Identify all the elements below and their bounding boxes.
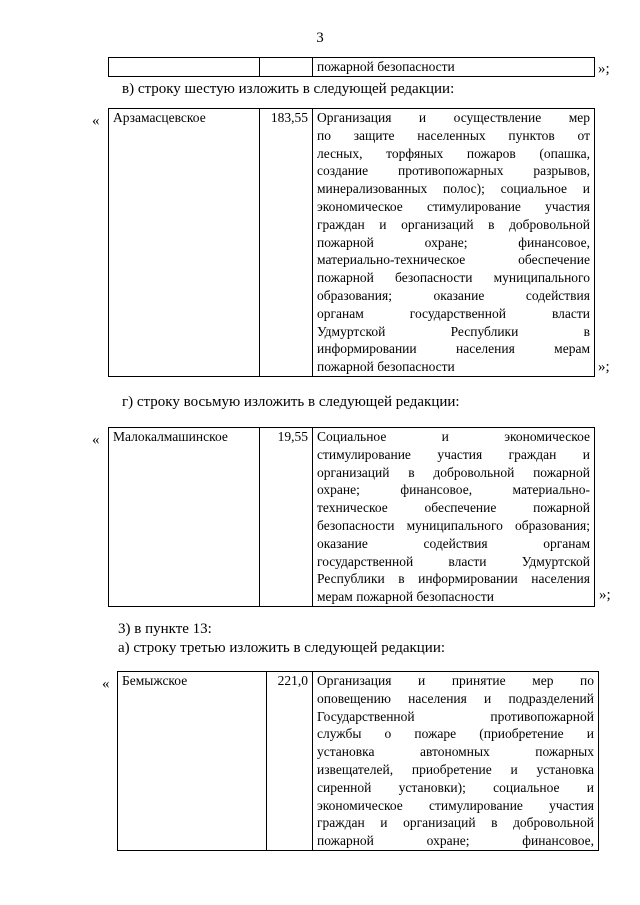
opening-quote: « (92, 432, 100, 448)
opening-quote: « (92, 113, 100, 129)
section-g-intro: г) строку восьмую изложить в следующей редакции: (122, 394, 460, 410)
value-cell: 221,0 (267, 672, 313, 851)
description-line: пожарной безопасности муниципального (317, 270, 590, 286)
description-line: минерализованных полос); социальное и (317, 181, 590, 197)
description-line: образования; оказание содействия (317, 287, 590, 303)
name-cell: Бемыжское (118, 672, 267, 851)
description-line: сиренной установки); социальное и (317, 779, 594, 795)
value-cell (260, 58, 313, 77)
description-line: государственной власти Удмуртской (317, 553, 590, 569)
value-cell: 19,55 (260, 428, 313, 607)
description-line: службы о пожаре (приобретение и (317, 726, 594, 742)
description-line: безопасности муниципального образования; (317, 517, 590, 533)
description-line: пожарной безопасности (317, 59, 455, 74)
description-line: оповещению населения и подразделений (317, 690, 594, 706)
description-line: Организация и осуществление мер (317, 110, 590, 125)
description-line: экономическое стимулирование участия (317, 797, 594, 813)
closing-quote: »; (598, 359, 610, 375)
description-line: охране; финансовое, материально- (317, 482, 590, 498)
description-line: создание противопожарных разрывов, (317, 163, 590, 179)
name-cell: Малокалмашинское (109, 428, 260, 607)
description-line: Республики в информировании населения (317, 571, 590, 587)
name-cell (109, 58, 260, 77)
closing-quote: »; (599, 587, 611, 603)
opening-quote: « (102, 676, 110, 692)
description-line: извещателей, приобретение и установка (317, 761, 594, 777)
description-line: граждан и организаций в добровольной (317, 815, 594, 831)
value-cell: 183,55 (260, 109, 313, 377)
section-3-intro: а) строку третью изложить в следующей редакции: (118, 640, 446, 656)
description-line: пожарной охране; финансовое, (317, 833, 594, 849)
description-line: Удмуртской Республики в (317, 323, 590, 339)
table-row-arzamastsevskoe (108, 108, 595, 377)
table-row-malokalmashinskoe (108, 427, 595, 607)
description-line: оказание содействия органам (317, 535, 590, 551)
name-cell: Арзамасцевское (109, 109, 260, 377)
description-cell (313, 672, 599, 851)
section-v-intro: в) строку шестую изложить в следующей редакции: (122, 81, 455, 97)
description-line: организаций в добровольной пожарной (317, 464, 590, 480)
description-line: материально-техническое обеспечение (317, 252, 590, 268)
description-line: экономическое стимулирование участия (317, 198, 590, 214)
description-line: Государственной противопожарной (317, 708, 594, 724)
description-line: по защите населенных пунктов от (317, 127, 590, 143)
description-line: информировании населения мерам (317, 341, 590, 357)
description-cell (313, 428, 595, 607)
description-line: стимулирование участия граждан и (317, 446, 590, 462)
description-line: граждан и организаций в добровольной (317, 216, 590, 232)
description-line: Организация и принятие мер по (317, 673, 594, 688)
page-number: 3 (316, 30, 324, 46)
closing-quote: »; (598, 61, 610, 77)
description-line: органам государственной власти (317, 305, 590, 321)
description-line: пожарной безопасности (317, 359, 455, 375)
description-line: пожарной охране; финансовое, (317, 234, 590, 250)
table-row-bemyzhskoe (117, 671, 599, 851)
description-cell (313, 109, 595, 377)
description-line: техническое обеспечение пожарной (317, 500, 590, 516)
description-line: лесных, торфяных пожаров (опашка, (317, 145, 590, 161)
description-cell (313, 58, 595, 77)
section-3-heading: 3) в пункте 13: (118, 621, 212, 637)
description-line: установка автономных пожарных (317, 744, 594, 760)
table-row-continuation (108, 57, 595, 77)
description-line: мерам пожарной безопасности (317, 589, 494, 605)
description-line: Социальное и экономическое (317, 429, 590, 444)
